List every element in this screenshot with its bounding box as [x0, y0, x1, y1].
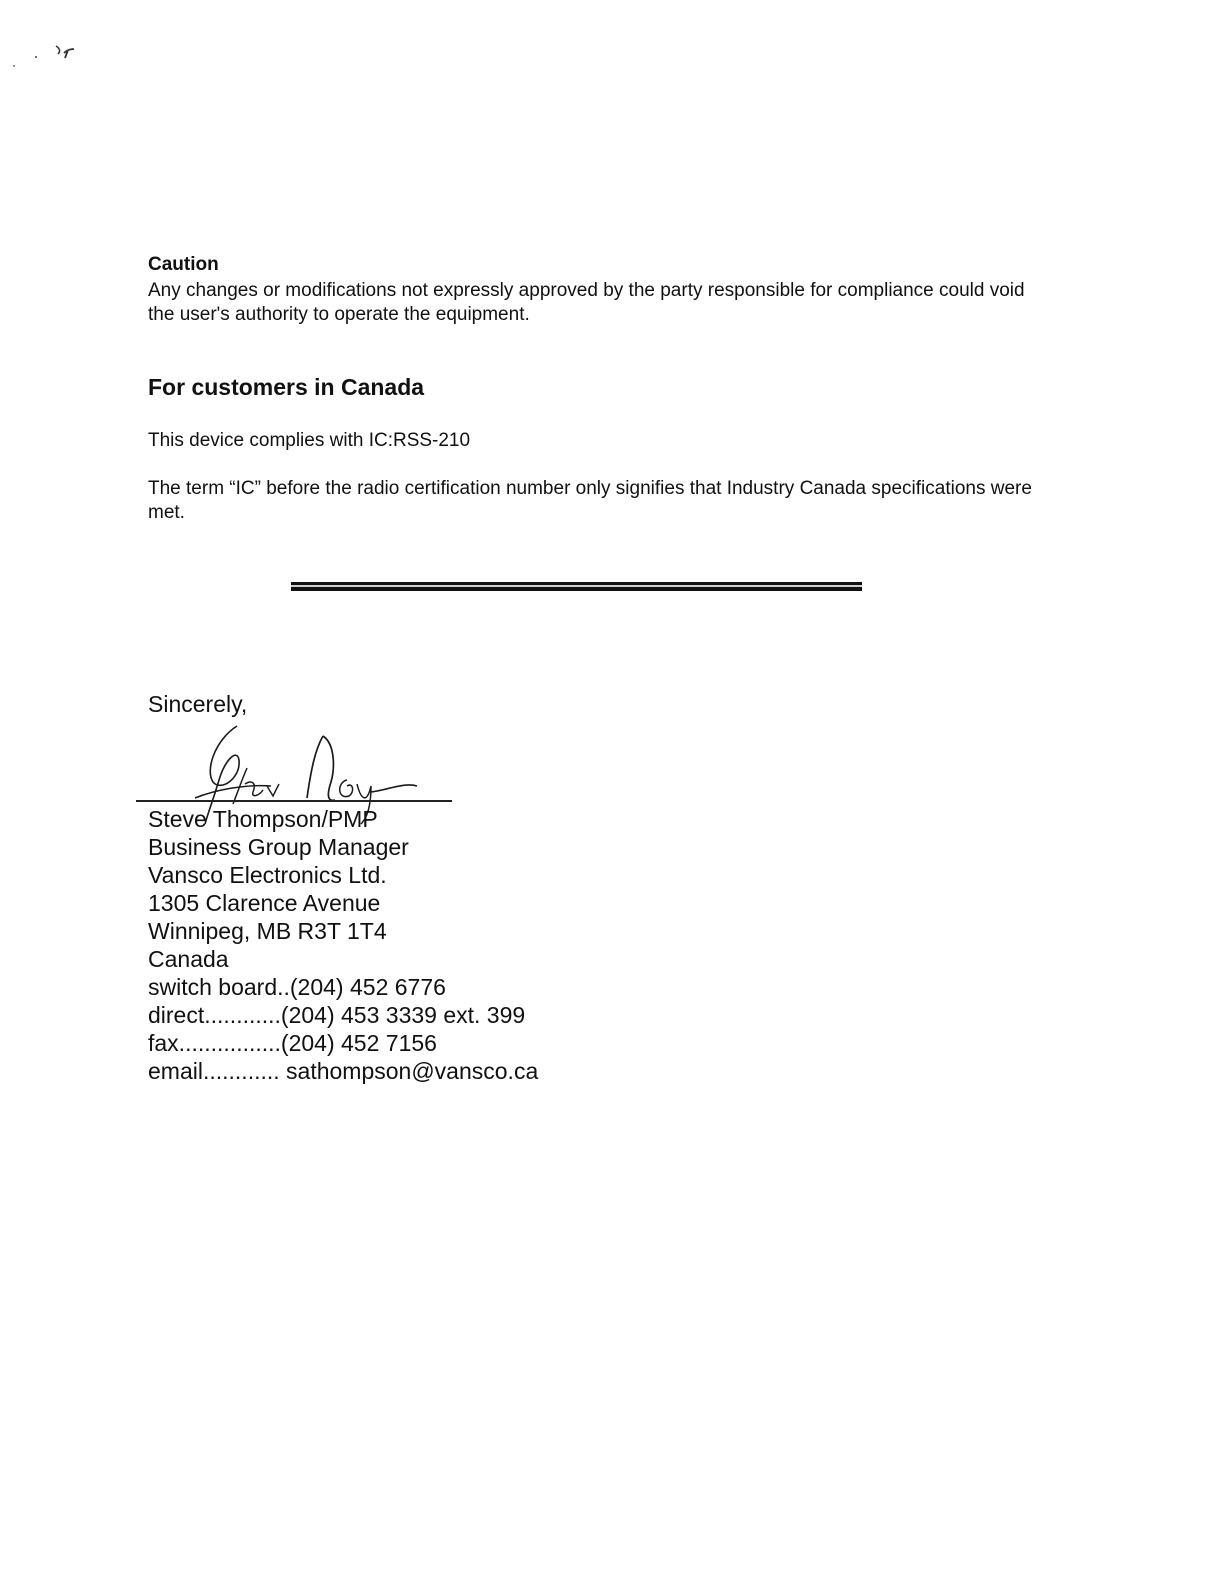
signatory-city: Winnipeg, MB R3T 1T4	[148, 918, 387, 944]
signatory-company: Vansco Electronics Ltd.	[148, 862, 387, 888]
scan-mark	[8, 36, 88, 76]
signatory-switchboard: switch board..(204) 452 6776	[148, 974, 446, 1000]
canada-compliance-text: This device complies with IC:RSS-210	[148, 430, 471, 451]
signatory-name: Steve Thompson/PMP	[148, 806, 378, 832]
signatory-fax: fax................(204) 452 7156	[148, 1030, 437, 1056]
signature-block	[148, 805, 538, 1085]
caution-text: Any changes or modifications not expressly approved by the party responsible for compliance could void the user's authority to operate the equipment.	[148, 280, 1025, 325]
signatory-direct: direct............(204) 453 3339 ext. 399	[148, 1002, 526, 1028]
signatory-title: Business Group Manager	[148, 834, 409, 860]
section-divider	[291, 582, 862, 591]
caution-heading: Caution	[148, 254, 219, 275]
signature-line	[136, 800, 452, 802]
canada-heading: For customers in Canada	[148, 374, 425, 400]
closing-salutation: Sincerely,	[148, 691, 248, 717]
canada-term-note: The term “IC” before the radio certification number only signifies that Industry Canada specifications were met.	[148, 478, 1032, 523]
signatory-email: email............ sathompson@vansco.ca	[148, 1058, 539, 1084]
signatory-country: Canada	[148, 946, 229, 972]
signatory-street: 1305 Clarence Avenue	[148, 890, 381, 916]
